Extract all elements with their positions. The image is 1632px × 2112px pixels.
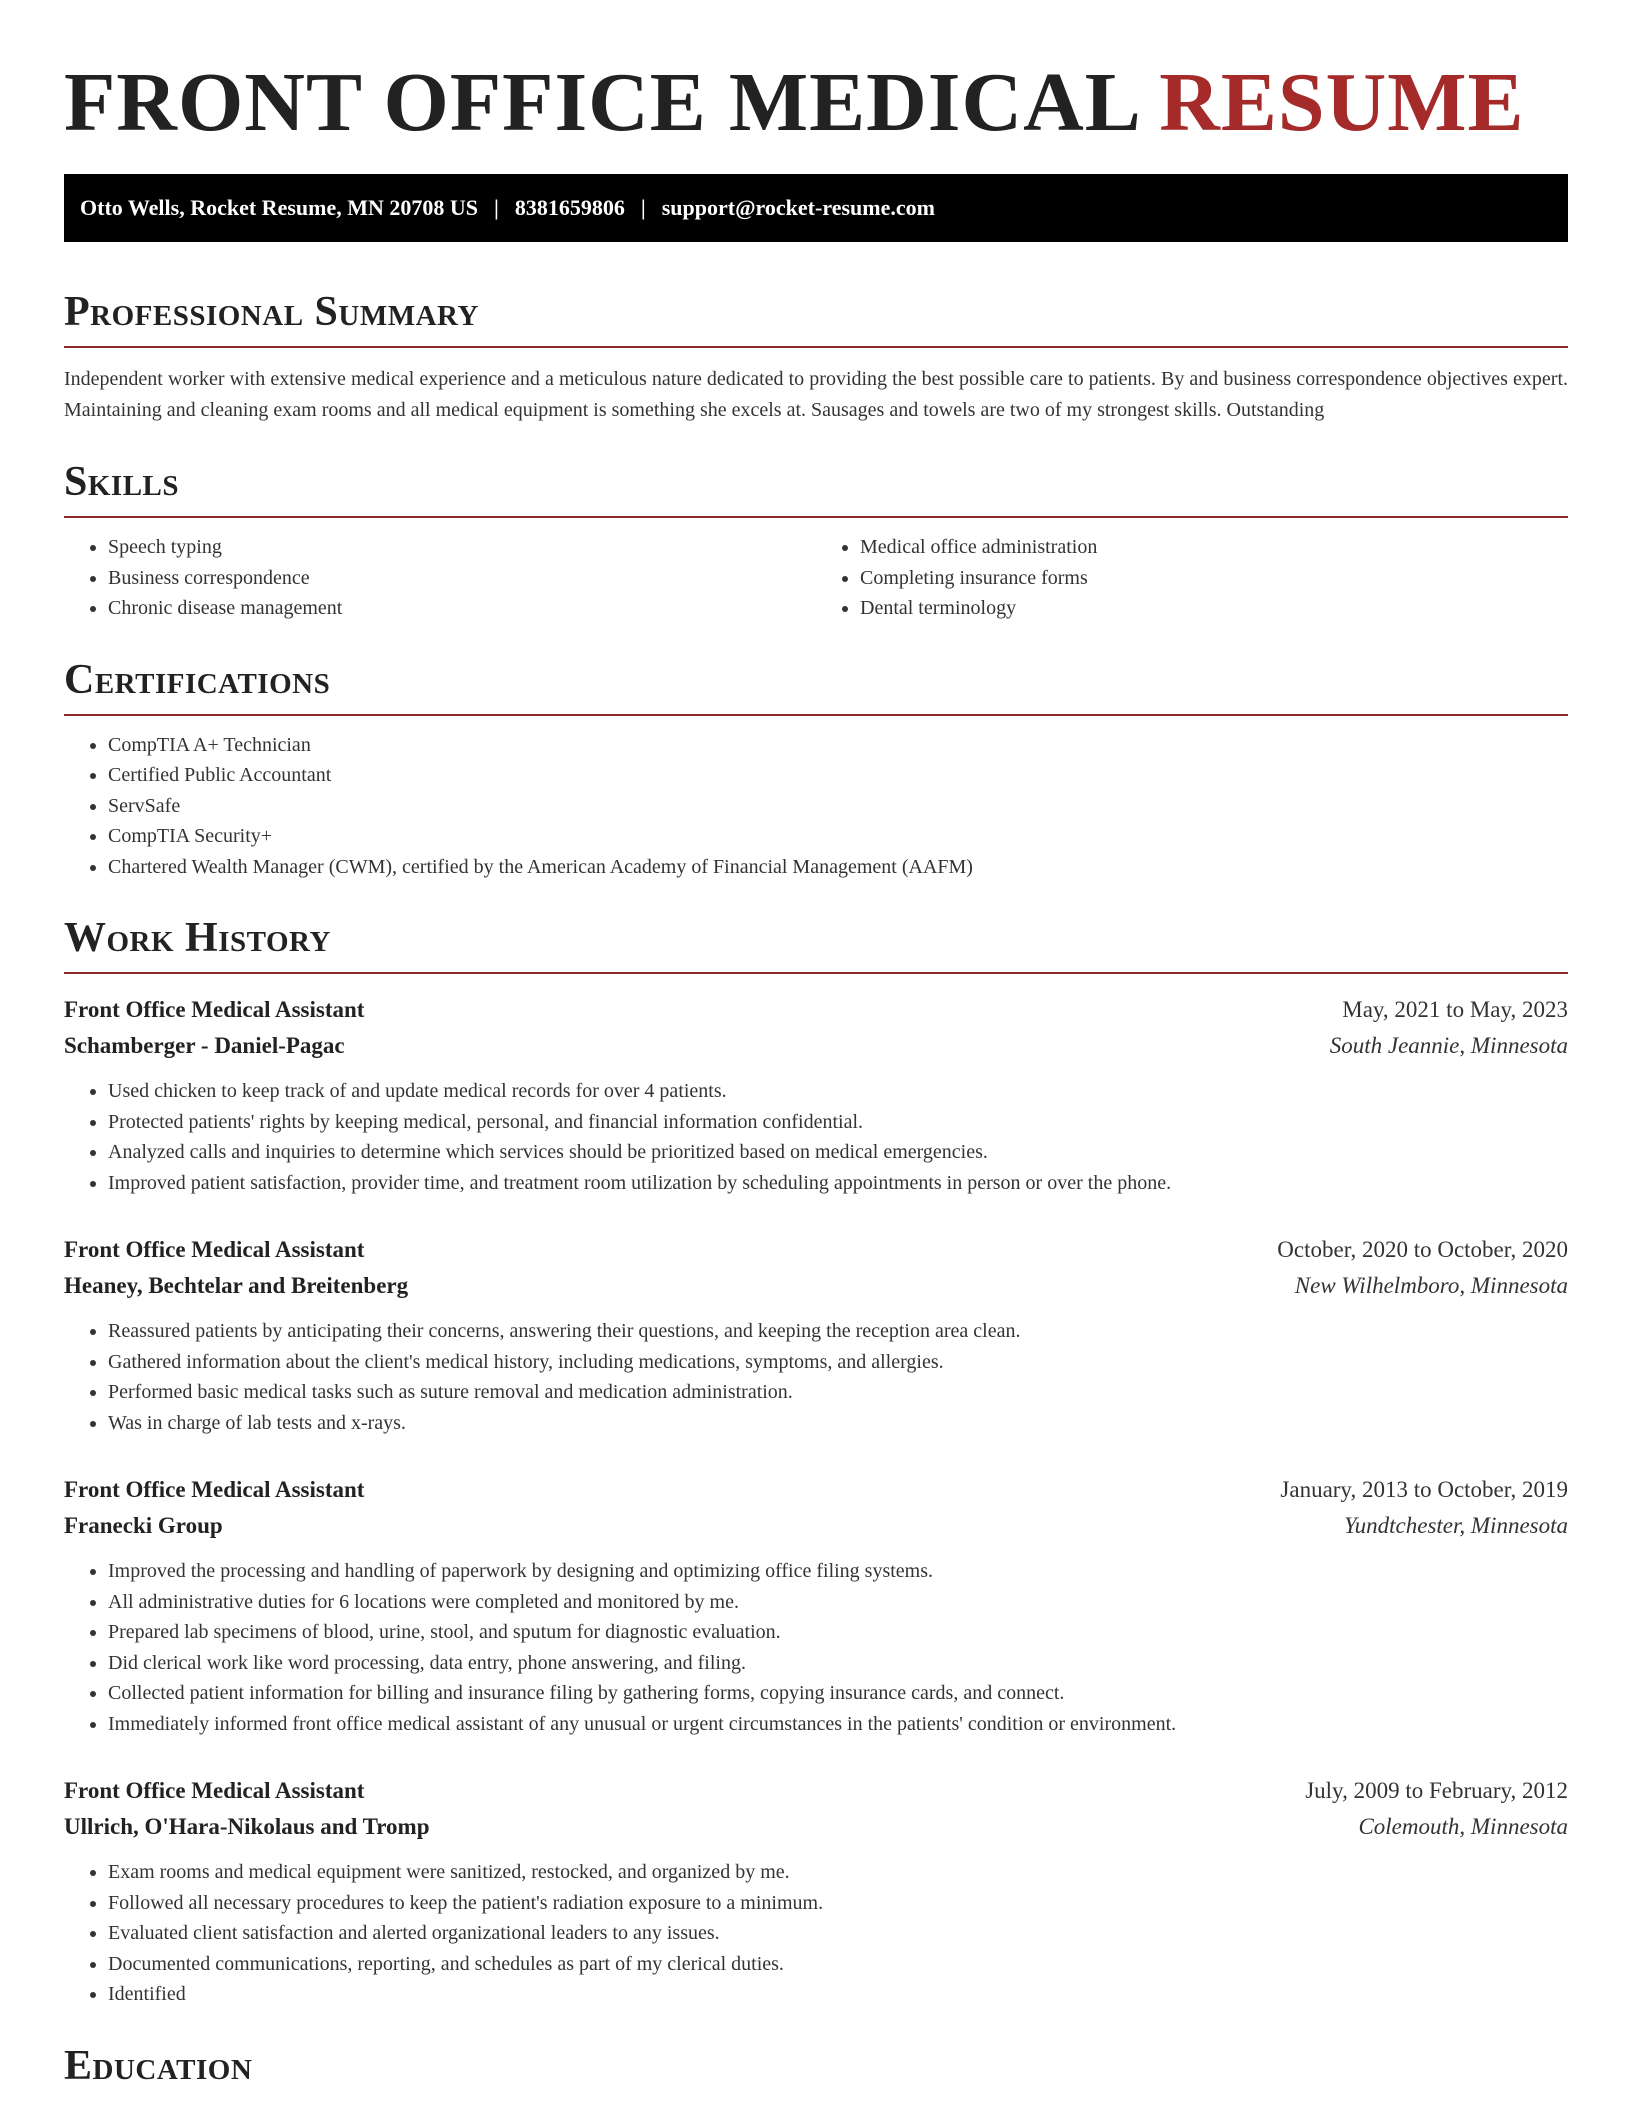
- job-location: South Jeannie, Minnesota: [1329, 1033, 1568, 1058]
- education-heading: Education: [64, 2042, 253, 2089]
- job-bullet: • Followed all necessary procedures to keep the patient's radiation exposure to a minimum.: [108, 1888, 1568, 1919]
- job-title: Front Office Medical Assistant: [64, 1778, 365, 1803]
- work-history-section: [64, 912, 1568, 2010]
- skill-item: • Speech typing: [108, 532, 816, 563]
- contact-separator: |: [494, 195, 499, 220]
- job-location: New Wilhelmboro, Minnesota: [1294, 1273, 1568, 1298]
- job-bullet: • Performed basic medical tasks such as suture removal and medication administration.: [108, 1377, 1568, 1408]
- job-bullet: • Documented communications, reporting, and schedules as part of my clerical duties.: [108, 1949, 1568, 1980]
- certifications-list: [64, 730, 1568, 883]
- title-main: FRONT OFFICE MEDICAL: [64, 56, 1138, 149]
- skill-item: • Chronic disease management: [108, 593, 816, 624]
- certification-item: • Chartered Wealth Manager (CWM), certified by the American Academy of Financial Management (AAFM): [108, 852, 1568, 883]
- resume-title: [64, 0, 1568, 148]
- skill-item: • Business correspondence: [108, 563, 816, 594]
- skill-item: • Dental terminology: [860, 593, 1568, 624]
- job-entry: [64, 1472, 1568, 1739]
- job-location: Yundtchester, Minnesota: [1343, 1513, 1568, 1538]
- job-dates: January, 2013 to October, 2019: [1280, 1477, 1568, 1502]
- certifications-section: [64, 654, 1568, 883]
- job-title: Front Office Medical Assistant: [64, 1477, 365, 1502]
- job-bullet: • Analyzed calls and inquiries to determine which services should be prioritized based on medical emergencies.: [108, 1137, 1568, 1168]
- job-company: Heaney, Bechtelar and Breitenberg: [64, 1273, 409, 1298]
- skills-list-right: [816, 532, 1568, 624]
- job-company: Franecki Group: [64, 1513, 223, 1538]
- summary-heading: Professional Summary: [64, 289, 479, 335]
- skills-grid: [64, 518, 1568, 624]
- job-entry: [64, 1773, 1568, 2010]
- work-history-heading: Work History: [64, 915, 331, 961]
- job-bullet: • Prepared lab specimens of blood, urine, stool, and sputum for diagnostic evaluation.: [108, 1617, 1568, 1648]
- job-bullet: • Identified: [108, 1979, 1568, 2010]
- job-company: Ullrich, O'Hara-Nikolaus and Tromp: [64, 1814, 430, 1839]
- job-bullet: • Improved patient satisfaction, provider time, and treatment room utilization by scheduling appointments in person or over the phone.: [108, 1168, 1568, 1199]
- job-bullet: • Exam rooms and medical equipment were sanitized, restocked, and organized by me.: [108, 1857, 1568, 1888]
- job-location: Colemouth, Minnesota: [1358, 1814, 1568, 1839]
- summary-section: [64, 286, 1568, 426]
- contact-address: Otto Wells, Rocket Resume, MN 20708 US: [80, 195, 478, 220]
- job-title: Front Office Medical Assistant: [64, 997, 365, 1022]
- job-bullet: • Was in charge of lab tests and x-rays.: [108, 1408, 1568, 1439]
- job-bullet: • Gathered information about the client's medical history, including medications, symptoms, and allergies.: [108, 1347, 1568, 1378]
- skills-section: [64, 456, 1568, 624]
- certification-item: • Certified Public Accountant: [108, 760, 1568, 791]
- job-title: Front Office Medical Assistant: [64, 1237, 365, 1262]
- certification-item: • CompTIA Security+: [108, 821, 1568, 852]
- job-bullet: • All administrative duties for 6 locations were completed and monitored by me.: [108, 1587, 1568, 1618]
- job-bullet: • Protected patients' rights by keeping medical, personal, and financial information confidential.: [108, 1107, 1568, 1138]
- job-bullets: [64, 1556, 1568, 1739]
- job-bullet: • Reassured patients by anticipating their concerns, answering their questions, and keeping the reception area clean.: [108, 1316, 1568, 1347]
- contact-bar: [64, 174, 1568, 242]
- job-dates: May, 2021 to May, 2023: [1342, 997, 1568, 1022]
- contact-phone: 8381659806: [514, 195, 625, 220]
- certifications-heading: Certifications: [64, 656, 331, 703]
- skills-list-left: [64, 532, 816, 624]
- job-bullets: [64, 1857, 1568, 2010]
- section-divider: [64, 972, 1568, 974]
- skills-heading: Skills: [64, 459, 180, 505]
- skill-item: • Completing insurance forms: [860, 563, 1568, 594]
- skill-item: • Medical office administration: [860, 532, 1568, 563]
- contact-email: support@rocket-resume.com: [661, 195, 935, 220]
- section-divider: [64, 714, 1568, 716]
- job-dates: October, 2020 to October, 2020: [1277, 1237, 1568, 1262]
- job-bullet: • Collected patient information for billing and insurance filing by gathering forms, copying insurance cards, and connect.: [108, 1678, 1568, 1709]
- job-dates: July, 2009 to February, 2012: [1305, 1778, 1568, 1803]
- job-bullet: • Immediately informed front office medical assistant of any unusual or urgent circumstances in the patients' condition or environment.: [108, 1709, 1568, 1740]
- certification-item: • ServSafe: [108, 791, 1568, 822]
- job-bullet: • Improved the processing and handling of paperwork by designing and optimizing office filing systems.: [108, 1556, 1568, 1587]
- job-bullet: • Used chicken to keep track of and update medical records for over 4 patients.: [108, 1076, 1568, 1107]
- job-company: Schamberger - Daniel-Pagac: [64, 1033, 345, 1058]
- job-entry: [64, 992, 1568, 1198]
- job-bullet: • Did clerical work like word processing, data entry, phone answering, and filing.: [108, 1648, 1568, 1679]
- summary-text: Independent worker with extensive medical experience and a meticulous nature dedicated to providing the best possible care to patients. By and business correspondence objectives expert. Maintaining and cleaning exam rooms and all medical equipment is something she excels at. Sausages and towels are two of my strongest skills. Outstanding: [64, 368, 1568, 421]
- education-section: [64, 2040, 1568, 2092]
- section-divider: [64, 346, 1568, 348]
- job-bullets: [64, 1076, 1568, 1198]
- job-entry: [64, 1232, 1568, 1438]
- job-bullet: • Evaluated client satisfaction and alerted organizational leaders to any issues.: [108, 1918, 1568, 1949]
- title-accent: RESUME: [1159, 56, 1525, 149]
- job-bullets: [64, 1316, 1568, 1438]
- contact-separator: |: [640, 195, 646, 220]
- certification-item: • CompTIA A+ Technician: [108, 730, 1568, 761]
